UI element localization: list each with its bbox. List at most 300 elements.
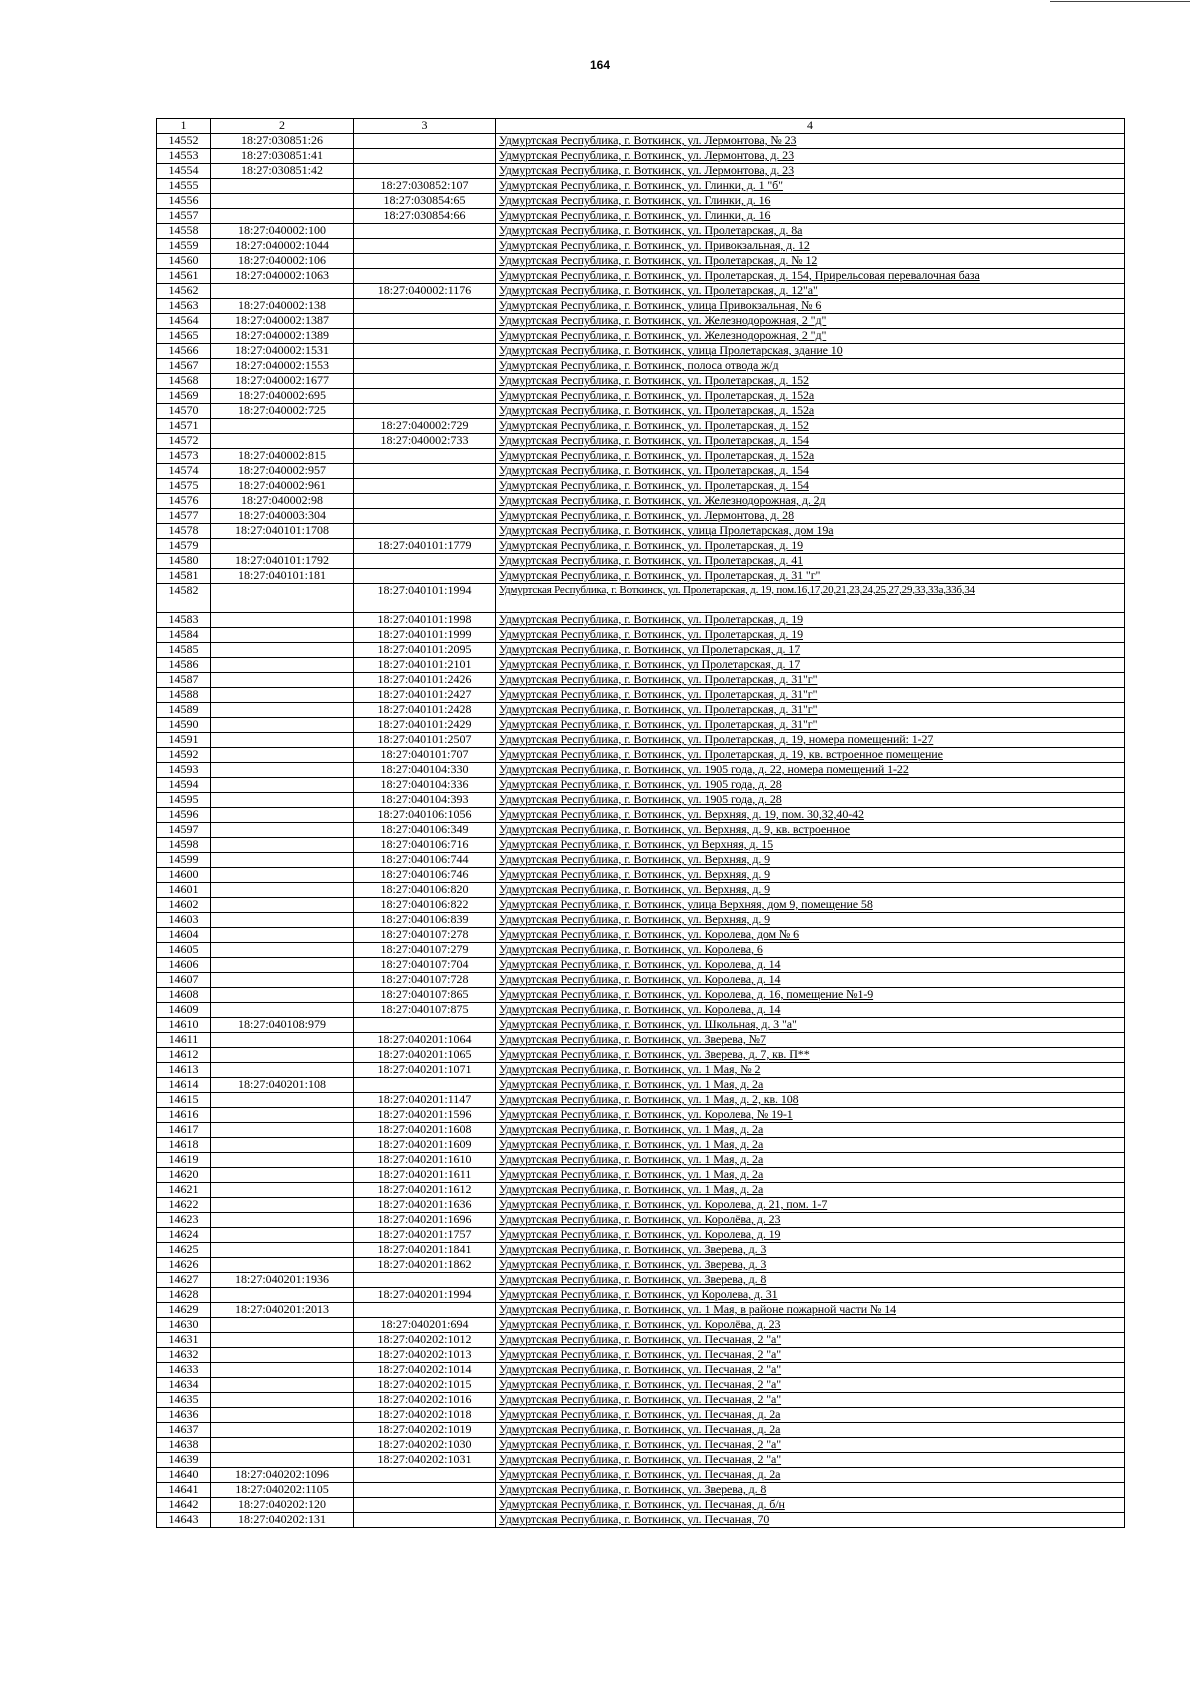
cadastral-number-land bbox=[211, 209, 354, 224]
cadastral-number-land bbox=[211, 1063, 354, 1078]
table-row bbox=[157, 149, 1125, 164]
cadastral-number-land bbox=[211, 853, 354, 868]
address: Удмуртская Республика, г. Воткинск, ул. Верхняя, д. 9 bbox=[496, 868, 1125, 883]
cadastral-number-land: 18:27:040002:957 bbox=[211, 464, 354, 479]
row-number: 14553 bbox=[157, 149, 211, 164]
table-row bbox=[157, 1318, 1125, 1333]
cadastral-number-building: 18:27:040202:1019 bbox=[354, 1423, 496, 1438]
table-row bbox=[157, 838, 1125, 853]
cadastral-number-land bbox=[211, 673, 354, 688]
cadastral-number-building bbox=[354, 494, 496, 509]
table-row bbox=[157, 1213, 1125, 1228]
table-row bbox=[157, 943, 1125, 958]
table-row bbox=[157, 1078, 1125, 1093]
table-row bbox=[157, 134, 1125, 149]
table-row bbox=[157, 958, 1125, 973]
cadastral-number-land: 18:27:040002:1044 bbox=[211, 239, 354, 254]
address: Удмуртская Республика, г. Воткинск, ул. 1 Мая, д. 2а bbox=[496, 1168, 1125, 1183]
table-row bbox=[157, 539, 1125, 554]
cadastral-number-building bbox=[354, 389, 496, 404]
table-row bbox=[157, 464, 1125, 479]
cadastral-number-land: 18:27:040002:695 bbox=[211, 389, 354, 404]
table-row bbox=[157, 808, 1125, 823]
address: Удмуртская Республика, г. Воткинск, ул. Железнодорожная, д. 2д bbox=[496, 494, 1125, 509]
address: Удмуртская Республика, г. Воткинск, ул. Пролетарская, д. 31"г" bbox=[496, 718, 1125, 733]
row-number: 14623 bbox=[157, 1213, 211, 1228]
cadastral-number-building bbox=[354, 554, 496, 569]
row-number: 14641 bbox=[157, 1483, 211, 1498]
cadastral-number-building: 18:27:040201:1636 bbox=[354, 1198, 496, 1213]
row-number: 14610 bbox=[157, 1018, 211, 1033]
cadastral-number-building: 18:27:040101:2101 bbox=[354, 658, 496, 673]
cadastral-number-building: 18:27:040101:1994 bbox=[354, 584, 496, 613]
cadastral-number-land: 18:27:040002:100 bbox=[211, 224, 354, 239]
row-number: 14587 bbox=[157, 673, 211, 688]
address: Удмуртская Республика, г. Воткинск, ул. Королёва, д. 23 bbox=[496, 1318, 1125, 1333]
cadastral-number-building: 18:27:040201:1610 bbox=[354, 1153, 496, 1168]
cadastral-number-building bbox=[354, 569, 496, 584]
cadastral-number-building bbox=[354, 1468, 496, 1483]
address: Удмуртская Республика, г. Воткинск, ул. Королева, д. 14 bbox=[496, 958, 1125, 973]
table-row bbox=[157, 973, 1125, 988]
row-number: 14566 bbox=[157, 344, 211, 359]
table-row bbox=[157, 853, 1125, 868]
row-number: 14584 bbox=[157, 628, 211, 643]
row-number: 14616 bbox=[157, 1108, 211, 1123]
row-number: 14633 bbox=[157, 1363, 211, 1378]
table-row bbox=[157, 898, 1125, 913]
table-row bbox=[157, 194, 1125, 209]
cadastral-number-building bbox=[354, 404, 496, 419]
address: Удмуртская Республика, г. Воткинск, ул. 1905 года, д. 28 bbox=[496, 793, 1125, 808]
row-number: 14595 bbox=[157, 793, 211, 808]
cadastral-number-land bbox=[211, 883, 354, 898]
cadastral-number-building: 18:27:040201:1609 bbox=[354, 1138, 496, 1153]
table-row bbox=[157, 658, 1125, 673]
cadastral-number-building: 18:27:040202:1016 bbox=[354, 1393, 496, 1408]
cadastral-number-building: 18:27:040201:1612 bbox=[354, 1183, 496, 1198]
cadastral-number-building: 18:27:040106:822 bbox=[354, 898, 496, 913]
cadastral-number-building: 18:27:040106:716 bbox=[354, 838, 496, 853]
table-row bbox=[157, 1408, 1125, 1423]
address: Удмуртская Республика, г. Воткинск, ул. Пролетарская, д. 152 bbox=[496, 374, 1125, 389]
cadastral-number-building bbox=[354, 269, 496, 284]
cadastral-number-land bbox=[211, 973, 354, 988]
address: Удмуртская Республика, г. Воткинск, ул. Привокзальная, д. 12 bbox=[496, 239, 1125, 254]
cadastral-number-building: 18:27:040107:279 bbox=[354, 943, 496, 958]
row-number: 14564 bbox=[157, 314, 211, 329]
address: Удмуртская Республика, г. Воткинск, улица Привокзальная, № 6 bbox=[496, 299, 1125, 314]
row-number: 14597 bbox=[157, 823, 211, 838]
address: Удмуртская Республика, г. Воткинск, ул. Песчаная, д. б/н bbox=[496, 1498, 1125, 1513]
cadastral-number-land bbox=[211, 763, 354, 778]
cadastral-number-land bbox=[211, 1213, 354, 1228]
row-number: 14592 bbox=[157, 748, 211, 763]
cadastral-number-land: 18:27:040002:1387 bbox=[211, 314, 354, 329]
cadastral-number-building: 18:27:040101:707 bbox=[354, 748, 496, 763]
cadastral-number-building: 18:27:040101:2095 bbox=[354, 643, 496, 658]
address: Удмуртская Республика, г. Воткинск, ул. Пролетарская, д. 41 bbox=[496, 554, 1125, 569]
row-number: 14569 bbox=[157, 389, 211, 404]
table-row bbox=[157, 733, 1125, 748]
cadastral-number-land bbox=[211, 628, 354, 643]
cadastral-number-building bbox=[354, 1273, 496, 1288]
row-number: 14599 bbox=[157, 853, 211, 868]
table-row bbox=[157, 1483, 1125, 1498]
table-row bbox=[157, 1363, 1125, 1378]
table-row bbox=[157, 1018, 1125, 1033]
cadastral-number-land: 18:27:040002:98 bbox=[211, 494, 354, 509]
row-number: 14620 bbox=[157, 1168, 211, 1183]
cadastral-number-building: 18:27:040107:704 bbox=[354, 958, 496, 973]
cadastral-number-land bbox=[211, 584, 354, 613]
cadastral-number-land bbox=[211, 658, 354, 673]
cadastral-number-land: 18:27:030851:26 bbox=[211, 134, 354, 149]
table-row bbox=[157, 1333, 1125, 1348]
row-number: 14572 bbox=[157, 434, 211, 449]
cadastral-number-land bbox=[211, 1318, 354, 1333]
cadastral-number-land bbox=[211, 1048, 354, 1063]
address: Удмуртская Республика, г. Воткинск, ул Пролетарская, д. 17 bbox=[496, 658, 1125, 673]
cadastral-number-building: 18:27:040107:865 bbox=[354, 988, 496, 1003]
address: Удмуртская Республика, г. Воткинск, ул. Лермонтова, № 23 bbox=[496, 134, 1125, 149]
address: Удмуртская Республика, г. Воткинск, ул. Песчаная, 2 "а" bbox=[496, 1393, 1125, 1408]
cadastral-number-building: 18:27:030852:107 bbox=[354, 179, 496, 194]
cadastral-number-building: 18:27:040002:733 bbox=[354, 434, 496, 449]
cadastral-number-land bbox=[211, 778, 354, 793]
cadastral-number-building: 18:27:040101:1998 bbox=[354, 613, 496, 628]
cadastral-number-land bbox=[211, 419, 354, 434]
cadastral-number-building: 18:27:040201:1064 bbox=[354, 1033, 496, 1048]
address: Удмуртская Республика, г. Воткинск, ул. Пролетарская, д. 19, номера помещений: 1-27 bbox=[496, 733, 1125, 748]
cadastral-number-land bbox=[211, 643, 354, 658]
address: Удмуртская Республика, г. Воткинск, ул. Пролетарская, д. 152а bbox=[496, 389, 1125, 404]
cadastral-number-land: 18:27:040002:1531 bbox=[211, 344, 354, 359]
row-number: 14552 bbox=[157, 134, 211, 149]
cadastral-number-building: 18:27:040107:728 bbox=[354, 973, 496, 988]
cadastral-number-building: 18:27:040201:1841 bbox=[354, 1243, 496, 1258]
address: Удмуртская Республика, г. Воткинск, ул. Пролетарская, д. 154 bbox=[496, 464, 1125, 479]
cadastral-number-land: 18:27:040002:725 bbox=[211, 404, 354, 419]
cadastral-number-land: 18:27:040002:106 bbox=[211, 254, 354, 269]
table-row bbox=[157, 344, 1125, 359]
row-number: 14580 bbox=[157, 554, 211, 569]
address: Удмуртская Республика, г. Воткинск, ул. Королева, д. 14 bbox=[496, 1003, 1125, 1018]
address: Удмуртская Республика, г. Воткинск, ул. Королева, д. 19 bbox=[496, 1228, 1125, 1243]
cadastral-number-building: 18:27:040201:1862 bbox=[354, 1258, 496, 1273]
address: Удмуртская Республика, г. Воткинск, ул. Железнодорожная, 2 "д" bbox=[496, 329, 1125, 344]
table-row bbox=[157, 1093, 1125, 1108]
table-row bbox=[157, 224, 1125, 239]
row-number: 14573 bbox=[157, 449, 211, 464]
address: Удмуртская Республика, г. Воткинск, ул. Зверева, №7 bbox=[496, 1033, 1125, 1048]
cadastral-number-building bbox=[354, 359, 496, 374]
row-number: 14621 bbox=[157, 1183, 211, 1198]
cadastral-number-building: 18:27:040104:393 bbox=[354, 793, 496, 808]
table-row bbox=[157, 1063, 1125, 1078]
table-row bbox=[157, 299, 1125, 314]
table-row bbox=[157, 1288, 1125, 1303]
address: Удмуртская Республика, г. Воткинск, ул. Пролетарская, д. 152а bbox=[496, 449, 1125, 464]
table-row bbox=[157, 554, 1125, 569]
cadastral-number-building: 18:27:040202:1012 bbox=[354, 1333, 496, 1348]
cadastral-number-land bbox=[211, 823, 354, 838]
table-row bbox=[157, 1438, 1125, 1453]
cadastral-number-building bbox=[354, 1078, 496, 1093]
cadastral-number-land bbox=[211, 958, 354, 973]
row-number: 14630 bbox=[157, 1318, 211, 1333]
cadastral-number-building: 18:27:040201:1696 bbox=[354, 1213, 496, 1228]
cadastral-number-building: 18:27:040201:1757 bbox=[354, 1228, 496, 1243]
table-row bbox=[157, 269, 1125, 284]
row-number: 14613 bbox=[157, 1063, 211, 1078]
address: Удмуртская Республика, г. Воткинск, ул. Верхняя, д. 9, кв. встроенное bbox=[496, 823, 1125, 838]
row-number: 14583 bbox=[157, 613, 211, 628]
cadastral-number-land: 18:27:040201:2013 bbox=[211, 1303, 354, 1318]
cadastral-number-building: 18:27:040101:2427 bbox=[354, 688, 496, 703]
row-number: 14617 bbox=[157, 1123, 211, 1138]
row-number: 14638 bbox=[157, 1438, 211, 1453]
cadastral-number-building bbox=[354, 314, 496, 329]
cadastral-number-building: 18:27:040202:1030 bbox=[354, 1438, 496, 1453]
table-row bbox=[157, 1258, 1125, 1273]
row-number: 14622 bbox=[157, 1198, 211, 1213]
address: Удмуртская Республика, г. Воткинск, ул. Верхняя, д. 19, пом. 30,32,40-42 bbox=[496, 808, 1125, 823]
cadastral-number-land bbox=[211, 1033, 354, 1048]
cadastral-number-building: 18:27:040101:2428 bbox=[354, 703, 496, 718]
table-row bbox=[157, 329, 1125, 344]
cadastral-number-building bbox=[354, 1498, 496, 1513]
table-row bbox=[157, 179, 1125, 194]
row-number: 14579 bbox=[157, 539, 211, 554]
table-row bbox=[157, 928, 1125, 943]
row-number: 14600 bbox=[157, 868, 211, 883]
table-row bbox=[157, 913, 1125, 928]
table-row bbox=[157, 1513, 1125, 1528]
table-row bbox=[157, 793, 1125, 808]
address: Удмуртская Республика, г. Воткинск, ул. Королева, д. 14 bbox=[496, 973, 1125, 988]
cadastral-number-land bbox=[211, 1363, 354, 1378]
cadastral-number-land: 18:27:040202:1105 bbox=[211, 1483, 354, 1498]
address: Удмуртская Республика, г. Воткинск, ул. Пролетарская, д. 19 bbox=[496, 613, 1125, 628]
row-number: 14589 bbox=[157, 703, 211, 718]
address: Удмуртская Республика, г. Воткинск, ул. Пролетарская, д. 31"г" bbox=[496, 703, 1125, 718]
address: Удмуртская Республика, г. Воткинск, ул. Песчаная, 2 "а" bbox=[496, 1378, 1125, 1393]
cadastral-number-building: 18:27:040106:839 bbox=[354, 913, 496, 928]
row-number: 14591 bbox=[157, 733, 211, 748]
address: Удмуртская Республика, г. Воткинск, ул. Глинки, д. 16 bbox=[496, 194, 1125, 209]
row-number: 14627 bbox=[157, 1273, 211, 1288]
cadastral-number-building: 18:27:040101:2426 bbox=[354, 673, 496, 688]
row-number: 14604 bbox=[157, 928, 211, 943]
row-number: 14582 bbox=[157, 584, 211, 613]
cadastral-number-building: 18:27:040201:1608 bbox=[354, 1123, 496, 1138]
cadastral-number-building bbox=[354, 239, 496, 254]
table-row bbox=[157, 509, 1125, 524]
row-number: 14557 bbox=[157, 209, 211, 224]
table-row bbox=[157, 1138, 1125, 1153]
cadastral-number-building bbox=[354, 134, 496, 149]
address: Удмуртская Республика, г. Воткинск, ул. 1 Мая, № 2 bbox=[496, 1063, 1125, 1078]
table-row bbox=[157, 718, 1125, 733]
row-number: 14596 bbox=[157, 808, 211, 823]
cadastral-number-land: 18:27:040003:304 bbox=[211, 509, 354, 524]
table-row bbox=[157, 1228, 1125, 1243]
cadastral-number-land bbox=[211, 179, 354, 194]
table-row bbox=[157, 628, 1125, 643]
table-row bbox=[157, 748, 1125, 763]
table-row bbox=[157, 1243, 1125, 1258]
address: Удмуртская Республика, г. Воткинск, ул. Пролетарская, д. 8а bbox=[496, 224, 1125, 239]
cadastral-number-building: 18:27:040201:1071 bbox=[354, 1063, 496, 1078]
cadastral-number-building bbox=[354, 509, 496, 524]
table-row bbox=[157, 643, 1125, 658]
table-row bbox=[157, 584, 1125, 613]
table-row bbox=[157, 434, 1125, 449]
cadastral-number-land: 18:27:040101:1792 bbox=[211, 554, 354, 569]
row-number: 14609 bbox=[157, 1003, 211, 1018]
cadastral-number-building: 18:27:040201:1596 bbox=[354, 1108, 496, 1123]
cadastral-number-building: 18:27:040106:820 bbox=[354, 883, 496, 898]
header-col-2: 2 bbox=[211, 119, 354, 134]
row-number: 14559 bbox=[157, 239, 211, 254]
cadastral-number-building: 18:27:040202:1014 bbox=[354, 1363, 496, 1378]
table-row bbox=[157, 778, 1125, 793]
cadastral-number-land: 18:27:040002:1063 bbox=[211, 269, 354, 284]
cadastral-number-land bbox=[211, 688, 354, 703]
cadastral-number-building bbox=[354, 524, 496, 539]
cadastral-number-building: 18:27:040106:746 bbox=[354, 868, 496, 883]
cadastral-number-land bbox=[211, 748, 354, 763]
cadastral-number-building bbox=[354, 1483, 496, 1498]
cadastral-number-land bbox=[211, 1153, 354, 1168]
cadastral-number-land bbox=[211, 284, 354, 299]
cadastral-number-land bbox=[211, 1423, 354, 1438]
row-number: 14611 bbox=[157, 1033, 211, 1048]
cadastral-number-land bbox=[211, 1438, 354, 1453]
cadastral-number-building: 18:27:040202:1013 bbox=[354, 1348, 496, 1363]
row-number: 14628 bbox=[157, 1288, 211, 1303]
address: Удмуртская Республика, г. Воткинск, ул. Пролетарская, д. 19 bbox=[496, 628, 1125, 643]
table-row bbox=[157, 763, 1125, 778]
cadastral-number-building: 18:27:040201:1611 bbox=[354, 1168, 496, 1183]
table-row bbox=[157, 1048, 1125, 1063]
table-row bbox=[157, 284, 1125, 299]
address: Удмуртская Республика, г. Воткинск, ул. Верхняя, д. 9 bbox=[496, 853, 1125, 868]
cadastral-number-building bbox=[354, 374, 496, 389]
cadastral-number-land bbox=[211, 1348, 354, 1363]
cadastral-number-building bbox=[354, 344, 496, 359]
row-number: 14590 bbox=[157, 718, 211, 733]
table-row bbox=[157, 688, 1125, 703]
address: Удмуртская Республика, г. Воткинск, ул. Железнодорожная, 2 "д" bbox=[496, 314, 1125, 329]
cadastral-number-land: 18:27:030851:41 bbox=[211, 149, 354, 164]
row-number: 14598 bbox=[157, 838, 211, 853]
table-row bbox=[157, 703, 1125, 718]
address: Удмуртская Республика, г. Воткинск, ул. Лермонтова, д. 28 bbox=[496, 509, 1125, 524]
address: Удмуртская Республика, г. Воткинск, ул. Зверева, д. 8 bbox=[496, 1483, 1125, 1498]
cadastral-number-land: 18:27:040202:120 bbox=[211, 1498, 354, 1513]
row-number: 14624 bbox=[157, 1228, 211, 1243]
cadastral-number-land bbox=[211, 1198, 354, 1213]
table-row bbox=[157, 374, 1125, 389]
cadastral-number-building: 18:27:040106:744 bbox=[354, 853, 496, 868]
address: Удмуртская Республика, г. Воткинск, ул. Пролетарская, д. 154 bbox=[496, 479, 1125, 494]
row-number: 14560 bbox=[157, 254, 211, 269]
cadastral-number-land: 18:27:040201:1936 bbox=[211, 1273, 354, 1288]
row-number: 14637 bbox=[157, 1423, 211, 1438]
header-col-1: 1 bbox=[157, 119, 211, 134]
header-col-3: 3 bbox=[354, 119, 496, 134]
table-row bbox=[157, 823, 1125, 838]
address: Удмуртская Республика, г. Воткинск, ул. Зверева, д. 3 bbox=[496, 1243, 1125, 1258]
address: Удмуртская Республика, г. Воткинск, ул. 1905 года, д. 28 bbox=[496, 778, 1125, 793]
table-row bbox=[157, 1003, 1125, 1018]
address: Удмуртская Республика, г. Воткинск, ул. Песчаная, 2 "а" bbox=[496, 1348, 1125, 1363]
row-number: 14607 bbox=[157, 973, 211, 988]
cadastral-number-building: 18:27:040002:1176 bbox=[354, 284, 496, 299]
cadastral-number-land bbox=[211, 434, 354, 449]
header-row bbox=[157, 119, 1125, 134]
address: Удмуртская Республика, г. Воткинск, ул. Школьная, д. 3 "а" bbox=[496, 1018, 1125, 1033]
row-number: 14585 bbox=[157, 643, 211, 658]
table-row bbox=[157, 314, 1125, 329]
table-row bbox=[157, 1468, 1125, 1483]
address: Удмуртская Республика, г. Воткинск, ул. Глинки, д. 16 bbox=[496, 209, 1125, 224]
row-number: 14606 bbox=[157, 958, 211, 973]
cadastral-number-land: 18:27:040002:138 bbox=[211, 299, 354, 314]
row-number: 14618 bbox=[157, 1138, 211, 1153]
row-number: 14625 bbox=[157, 1243, 211, 1258]
address: Удмуртская Республика, г. Воткинск, ул. Пролетарская, д. № 12 bbox=[496, 254, 1125, 269]
address: Удмуртская Республика, г. Воткинск, ул. Королева, дом № 6 bbox=[496, 928, 1125, 943]
row-number: 14567 bbox=[157, 359, 211, 374]
cadastral-number-building: 18:27:030854:65 bbox=[354, 194, 496, 209]
address: Удмуртская Республика, г. Воткинск, ул. Песчаная, д. 2а bbox=[496, 1408, 1125, 1423]
address: Удмуртская Республика, г. Воткинск, ул. Королева, № 19-1 bbox=[496, 1108, 1125, 1123]
table-row bbox=[157, 868, 1125, 883]
cadastral-number-land bbox=[211, 1228, 354, 1243]
row-number: 14574 bbox=[157, 464, 211, 479]
row-number: 14639 bbox=[157, 1453, 211, 1468]
cadastral-number-land bbox=[211, 1093, 354, 1108]
table-row bbox=[157, 1153, 1125, 1168]
row-number: 14575 bbox=[157, 479, 211, 494]
cadastral-number-land: 18:27:040002:961 bbox=[211, 479, 354, 494]
table-row bbox=[157, 404, 1125, 419]
cadastral-number-land: 18:27:040201:108 bbox=[211, 1078, 354, 1093]
cadastral-number-land bbox=[211, 868, 354, 883]
row-number: 14581 bbox=[157, 569, 211, 584]
address: Удмуртская Республика, г. Воткинск, ул. Песчаная, 70 bbox=[496, 1513, 1125, 1528]
row-number: 14593 bbox=[157, 763, 211, 778]
row-number: 14603 bbox=[157, 913, 211, 928]
cadastral-number-building bbox=[354, 449, 496, 464]
row-number: 14555 bbox=[157, 179, 211, 194]
address: Удмуртская Республика, г. Воткинск, ул. Пролетарская, д. 19 bbox=[496, 539, 1125, 554]
table-row bbox=[157, 209, 1125, 224]
row-number: 14643 bbox=[157, 1513, 211, 1528]
table-row bbox=[157, 1498, 1125, 1513]
cadastral-number-building bbox=[354, 329, 496, 344]
cadastral-number-land: 18:27:040002:1553 bbox=[211, 359, 354, 374]
row-number: 14556 bbox=[157, 194, 211, 209]
cadastral-number-building bbox=[354, 1513, 496, 1528]
table-row bbox=[157, 359, 1125, 374]
table-row bbox=[157, 1393, 1125, 1408]
address: Удмуртская Республика, г. Воткинск, ул. Песчаная, 2 "а" bbox=[496, 1333, 1125, 1348]
address: Удмуртская Республика, г. Воткинск, ул. Лермонтова, д. 23 bbox=[496, 149, 1125, 164]
